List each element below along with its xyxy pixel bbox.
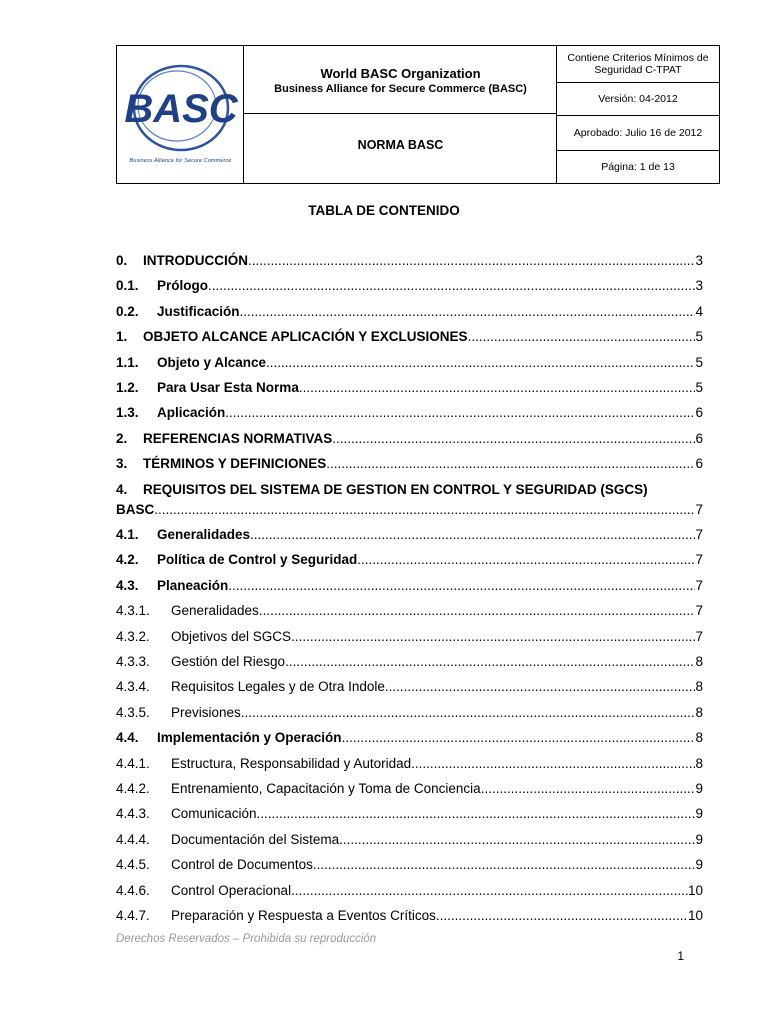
metadata-cell — [557, 46, 719, 183]
toc-entry-label: INTRODUCCIÓN — [143, 253, 248, 268]
toc-leader-dots — [228, 578, 695, 593]
toc-leader-dots — [257, 806, 696, 821]
toc-page-number: 9 — [695, 781, 703, 796]
toc-entry-number: 0.2. — [116, 303, 139, 319]
toc-entry-number: 4.3.1. — [116, 603, 150, 619]
toc-entry[interactable] — [116, 679, 703, 697]
toc-entry-number: 4.4. — [116, 730, 139, 746]
toc-leader-dots — [357, 552, 695, 567]
toc-entry[interactable] — [116, 603, 703, 621]
toc-leader-dots — [208, 278, 695, 293]
toc-entry-label: Planeación — [157, 577, 229, 593]
toc-entry[interactable] — [116, 883, 703, 901]
toc-leader-dots — [241, 705, 696, 720]
toc-entry-label: Comunicación — [171, 806, 257, 822]
toc-leader-dots — [385, 679, 696, 694]
toc-entry-number: 4.4.7. — [116, 908, 150, 923]
toc-entry-label: Control de Documentos — [171, 857, 313, 873]
toc-entry-number: 4.4.6. — [116, 882, 150, 898]
toc-page-number: 7 — [695, 628, 703, 644]
document-header — [116, 45, 720, 184]
toc-entry-label: REQUISITOS DEL SISTEMA DE GESTION EN CONTROL Y SEGURIDAD (SGCS) — [143, 481, 648, 497]
toc-entry-label: Entrenamiento, Capacitación y Toma de Conciencia — [171, 781, 481, 796]
toc-entry-number: 1.1. — [116, 354, 139, 370]
toc-entry[interactable] — [116, 629, 703, 647]
toc-page-number: 7 — [695, 552, 703, 568]
toc-entry[interactable] — [116, 380, 703, 398]
toc-entry-label: Aplicación — [157, 405, 226, 421]
toc-leader-dots — [259, 603, 696, 618]
toc-entry-number: 2. — [116, 430, 128, 446]
logo-tagline: Business Alliance for Secure Commerce — [129, 158, 232, 164]
toc-entry-number: 4.2. — [116, 552, 139, 568]
page-number: 1 — [677, 949, 684, 963]
toc-entry[interactable] — [116, 908, 703, 926]
toc-entry[interactable] — [116, 578, 703, 596]
page-count-text: Página: 1 de 13 — [601, 161, 675, 173]
toc-page-number: 6 — [695, 430, 703, 446]
toc-entry-number: 4.3.3. — [116, 654, 150, 669]
toc-page-number: 10 — [687, 882, 703, 898]
toc-entry[interactable] — [116, 405, 703, 423]
criteria-text: Contiene Criterios Mínimos de Seguridad C-TPAT — [557, 46, 719, 83]
toc-entry-label: Justificación — [157, 303, 240, 319]
toc-leader-dots — [436, 908, 688, 923]
toc-entry[interactable] — [116, 654, 703, 672]
toc-leader-dots — [291, 629, 695, 644]
toc-entry-label: Generalidades — [171, 603, 259, 619]
toc-leader-dots — [481, 781, 696, 796]
toc-page-number: 8 — [695, 704, 703, 720]
toc-page-number: 5 — [695, 380, 703, 395]
toc-entry-number: 1.2. — [116, 380, 139, 395]
toc-leader-dots — [411, 756, 695, 771]
toc-leader-dots — [250, 527, 695, 542]
toc-page-number: 10 — [687, 908, 703, 923]
toc-leader-dots — [291, 883, 688, 898]
toc-entry[interactable] — [116, 253, 703, 271]
version-text: Versión: 04-2012 — [557, 83, 719, 116]
toc-page-number: 6 — [695, 405, 703, 421]
toc-page-number: 9 — [695, 806, 703, 822]
toc-leader-dots — [468, 329, 696, 344]
toc-leader-dots — [248, 253, 695, 268]
toc-entry-first-line — [116, 482, 648, 497]
toc-leader-dots — [154, 502, 695, 517]
toc-entry-number: 0. — [116, 253, 128, 268]
logo-cell — [117, 46, 244, 183]
toc-page-number: 7 — [695, 577, 703, 593]
toc-title: TABLA DE CONTENIDO — [308, 203, 460, 218]
toc-leader-dots — [342, 730, 696, 745]
toc-entry[interactable] — [116, 781, 703, 799]
toc-entry[interactable] — [116, 756, 703, 774]
logo-wordmark: BASC — [124, 87, 238, 131]
toc-entry-label: Implementación y Operación — [157, 730, 342, 746]
toc-entry-number: 4.3.4. — [116, 679, 150, 695]
toc-leader-dots — [285, 654, 695, 669]
toc-entry[interactable] — [116, 355, 703, 373]
toc-entry-number: 4.4.5. — [116, 857, 150, 873]
toc-leader-dots — [240, 304, 696, 319]
toc-entry-label: Control Operacional — [171, 882, 292, 898]
toc-entry[interactable] — [116, 857, 703, 875]
toc-entry-number: 4.3.2. — [116, 628, 150, 644]
toc-page-number: 9 — [695, 857, 703, 873]
toc-entry-label: Política de Control y Seguridad — [157, 552, 358, 568]
toc-page-number: 8 — [695, 654, 703, 669]
toc-entry-label: Requisitos Legales y de Otra Indole — [171, 679, 385, 695]
approved-text: Aprobado: Julio 16 de 2012 — [557, 116, 719, 151]
toc-entry-label-continued: BASC — [116, 501, 155, 517]
toc-page-number: 5 — [695, 354, 703, 370]
toc-entry-number: 1.3. — [116, 405, 139, 421]
toc-leader-dots — [266, 355, 695, 370]
toc-page-number: 4 — [695, 303, 703, 319]
toc-entry-label: Para Usar Esta Norma — [157, 380, 299, 395]
toc-page-number: 8 — [695, 755, 703, 771]
toc-entry[interactable] — [116, 431, 703, 449]
toc-entry[interactable] — [116, 730, 703, 748]
title-cell — [244, 46, 557, 183]
organization-name: World BASC Organization — [320, 66, 481, 81]
toc-leader-dots — [225, 405, 695, 420]
toc-page-number: 7 — [695, 527, 703, 542]
toc-leader-dots — [339, 832, 695, 847]
toc-entry[interactable] — [116, 705, 703, 723]
copyright-note: Derechos Reservados – Prohibida su reproducción — [116, 933, 377, 945]
toc-entry[interactable] — [116, 527, 703, 545]
toc-entry-number: 4.3. — [116, 577, 139, 593]
toc-entry-number: 4.4.1. — [116, 755, 150, 771]
toc-leader-dots — [332, 431, 695, 446]
toc-entry[interactable] — [116, 502, 703, 520]
toc-page-number: 8 — [695, 679, 703, 695]
toc-entry-number: 4.4.3. — [116, 806, 150, 822]
toc-page-number: 6 — [695, 456, 703, 472]
toc-entry[interactable] — [116, 329, 703, 347]
toc-entry[interactable] — [116, 456, 703, 474]
toc-entry[interactable] — [116, 278, 703, 296]
toc-entry-number: 4. — [116, 481, 128, 497]
toc-leader-dots — [299, 380, 696, 395]
toc-entry-label: Objeto y Alcance — [157, 354, 267, 370]
organization-subtitle: Business Alliance for Secure Commerce (BASC) — [274, 83, 527, 95]
toc-entry-label: OBJETO ALCANCE APLICACIÓN Y EXCLUSIONES — [143, 329, 468, 345]
toc-entry[interactable] — [116, 304, 703, 322]
toc-entry-label: TÉRMINOS Y DEFINICIONES — [143, 456, 327, 472]
toc-entry[interactable] — [116, 552, 703, 570]
toc-entry[interactable] — [116, 832, 703, 850]
toc-entry-label: Previsiones — [171, 704, 241, 720]
toc-entry-label: Preparación y Respuesta a Eventos Críticos — [171, 908, 436, 923]
toc-entry-label: Generalidades — [157, 527, 251, 542]
toc-leader-dots — [326, 456, 695, 471]
toc-entry-label: Gestión del Riesgo — [171, 654, 286, 669]
document-name: NORMA BASC — [357, 138, 444, 152]
toc-entry-label: REFERENCIAS NORMATIVAS — [143, 430, 333, 446]
toc-entry-label: Estructura, Responsabilidad y Autoridad — [171, 755, 412, 771]
toc-page-number: 8 — [695, 730, 703, 746]
toc-entry-number: 4.3.5. — [116, 704, 150, 720]
toc-page-number: 3 — [695, 278, 703, 294]
toc-page-number: 9 — [695, 831, 703, 847]
toc-entry-number: 4.4.4. — [116, 831, 150, 847]
toc-entry-label: Objetivos del SGCS — [171, 628, 292, 644]
toc-entry-label: Documentación del Sistema — [171, 831, 340, 847]
toc-entry[interactable] — [116, 806, 703, 824]
toc-leader-dots — [313, 857, 696, 872]
toc-entry-label: Prólogo — [157, 278, 208, 294]
toc-entry-number: 0.1. — [116, 278, 139, 294]
toc-page-number: 7 — [695, 501, 703, 517]
toc-page-number: 7 — [695, 603, 703, 619]
toc-page-number: 3 — [695, 253, 703, 268]
toc-entry-number: 4.4.2. — [116, 781, 150, 796]
toc-entry-number: 1. — [116, 329, 128, 345]
toc-entry-number: 3. — [116, 456, 128, 472]
toc-entry-number: 4.1. — [116, 527, 139, 542]
toc-page-number: 5 — [695, 329, 703, 345]
